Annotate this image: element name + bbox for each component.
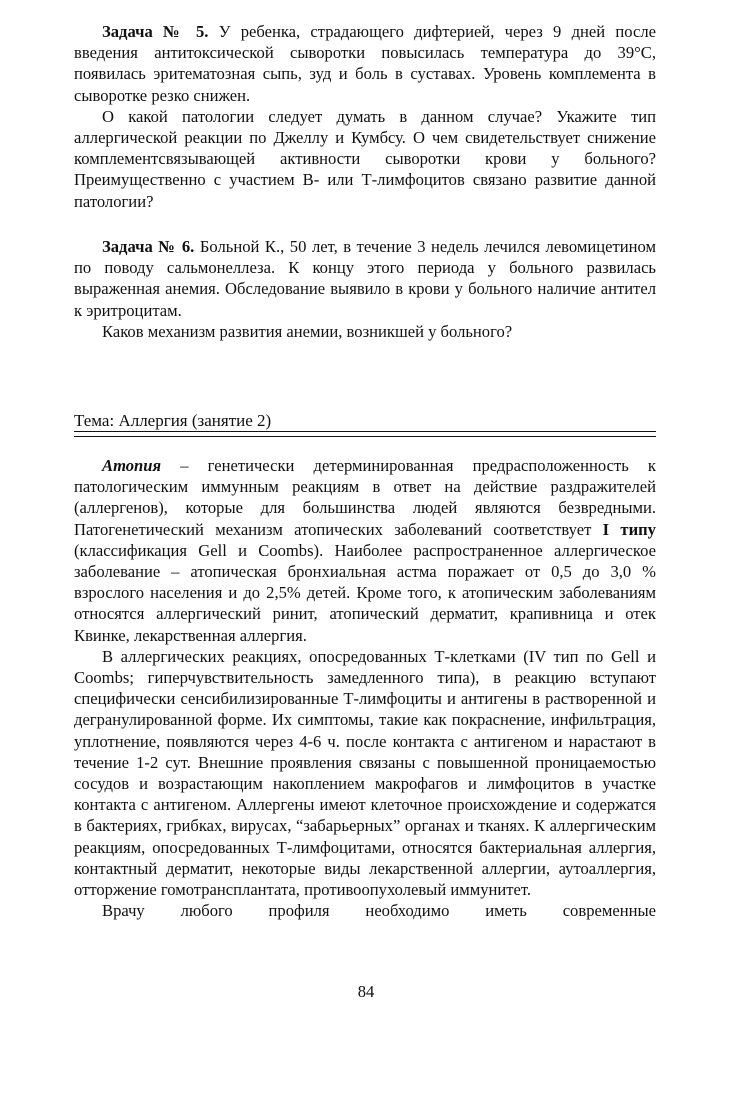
paragraph-doctor: Врачу любого профиля необходимо иметь современные: [102, 901, 656, 921]
paragraph-atopy-bold: I типу: [602, 519, 656, 539]
term-atopy: Атопия: [102, 456, 162, 475]
task-6-statement: [74, 236, 656, 321]
task-6-question: Каков механизм развития анемии, возникшей у больного?: [102, 321, 513, 341]
task-5-text: У ребенка, страдающего дифтерией, через 9 дней после введения антитоксической сыворотки повысилась температура до 39°С, появилась эритематозная сыпь, зуд и боль в суставах. Уровень комплемента в сыворотке резко снижен.: [74, 22, 656, 105]
topic-rule-thick: [74, 431, 656, 432]
task-5: [74, 21, 656, 212]
task-6-text: Больной К., 50 лет, в течение 3 недель лечился левомицетином по поводу сальмонеллеза. К концу этого периода у больного развилась выраженная анемия. Обследование выявило в крови у больного наличие антител к эритроцитам.: [74, 237, 657, 320]
task-5-label: Задача № 5.: [102, 22, 209, 41]
topic-header: [74, 410, 656, 432]
page-number: 84: [357, 982, 375, 1001]
paragraph-t-cell: В аллергических реакциях, опосредованных Т-клетками (IV тип по Gell и Coombs; гиперчувствительность замедленного типа), в реакцию вступают специфически сенсибилизированные Т-лимфоциты и антигены в растворенной и дегранулированной форме. Их симптомы, такие как покраснение, инфильтрация, уплотнение, появляются через 4-6 ч. после контакта с антигеном и нарастают в течение 1-2 сут. Внешние проявления связаны с повышенной проницаемостью сосудов и возрастающим накоплением макрофагов и лимфоцитов в участке контакта с антигеном. Аллергены имеют клеточное происхождение и содержатся в бактериях, грибках, вирусах, “забарьерных” органах и тканях. К аллергическим реакциям, опосредованных Т-лимфоцитами, относятся бактериальная аллергия, контактный дерматит, некоторые виды лекарственной аллергии, аутоаллергия, отторжение гомотрансплантата, противоопухолевый иммунитет.: [74, 646, 656, 900]
topic-rule-thin: [74, 436, 656, 437]
paragraph-atopy-text-b: (классификация Gell и Coombs). Наиболее распространенное аллергическое заболевание – атопическая бронхиальная астма поражает от 0,5 до 3,0 % взрослого населения и до 2,5% детей. Кроме того, к атопическим заболеваниям относятся аллергический ринит, атопический дерматит, крапивница и отек Квинке, лекарственная аллергия.: [74, 540, 656, 645]
topic-body: [74, 455, 656, 921]
task-6: [74, 236, 656, 342]
task-5-question: О какой патологии следует думать в данном случае? Укажите тип аллергической реакции по Джеллу и Кумбсу. О чем свидетельствует снижение комплементсвязывающей активности сыворотки крови у больного? Преимущественно с участием В- или Т-лимфоцитов связано развитие данной патологии?: [74, 106, 656, 211]
task-6-label: Задача № 6.: [102, 237, 195, 256]
task-5-statement: [74, 21, 656, 106]
topic-title: Тема: Аллергия (занятие 2): [74, 411, 272, 430]
paragraph-atopy-text-a: – генетически детерминированная предрасположенность к патологическим иммунным реакциям в ответ на действие раздражителей (аллергенов), которые для большинства людей являются безвредными. Патогенетический механизм атопических заболеваний соответствует: [74, 456, 656, 539]
paragraph-atopy: [74, 455, 656, 646]
